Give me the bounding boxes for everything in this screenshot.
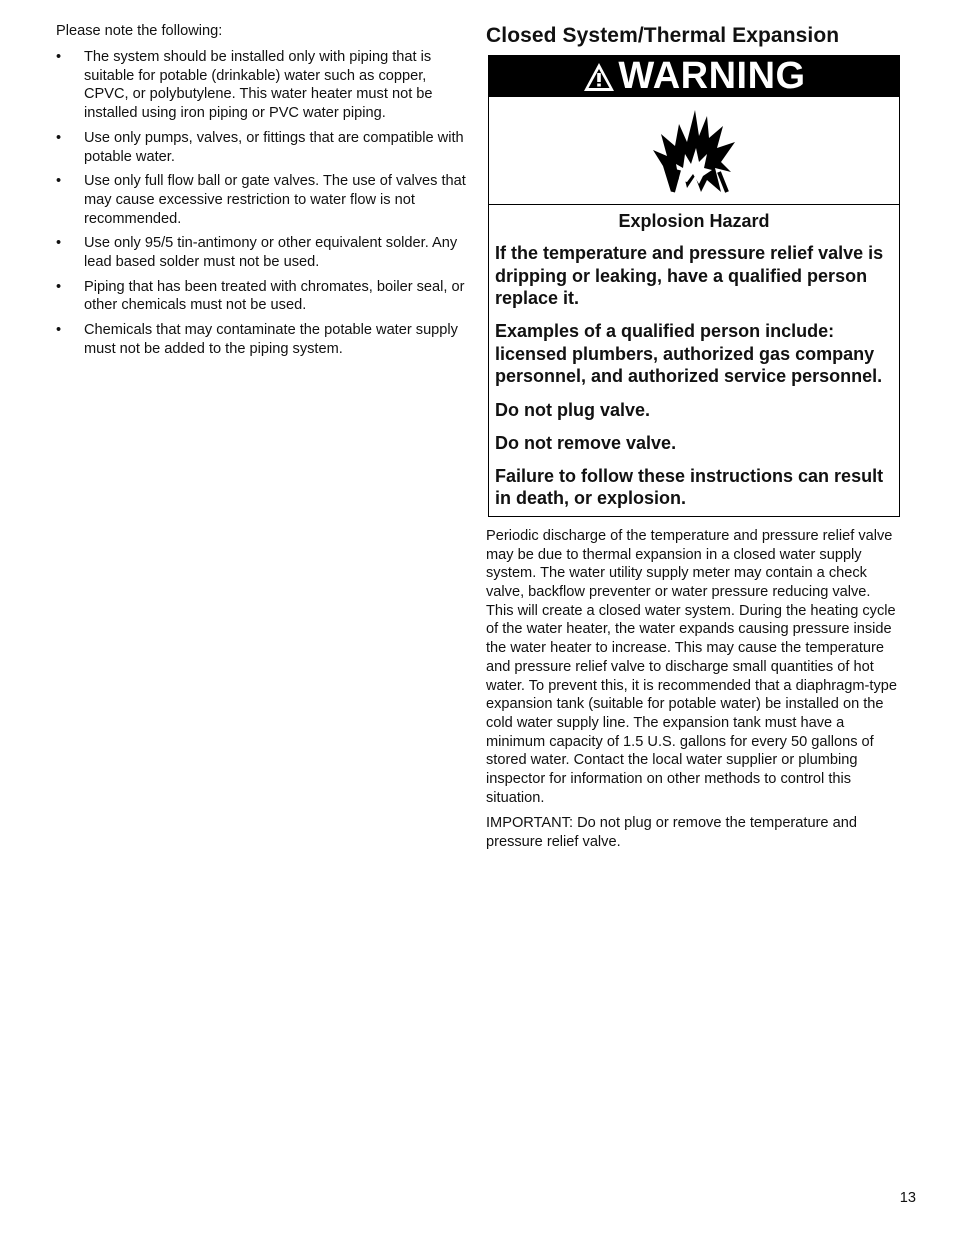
warning-pictogram bbox=[489, 97, 899, 205]
page-number: 13 bbox=[899, 1190, 916, 1206]
list-item-text: Use only full flow ball or gate valves. The use of valves that may cause excessive restriction to water flow is not recommended. bbox=[84, 173, 466, 227]
bullet-marker: • bbox=[56, 235, 62, 252]
list-item bbox=[56, 172, 466, 228]
section-title: Closed System/Thermal Expansion bbox=[486, 24, 840, 47]
bullet-marker: • bbox=[56, 322, 62, 339]
right-column bbox=[486, 22, 901, 852]
bullet-marker: • bbox=[56, 49, 62, 65]
warning-triangle-icon bbox=[582, 61, 616, 93]
list-item bbox=[56, 234, 466, 271]
warning-header bbox=[489, 56, 899, 97]
warning-box bbox=[488, 55, 900, 517]
list-item bbox=[56, 278, 466, 315]
list-item bbox=[56, 321, 466, 358]
list-item-text: Chemicals that may contaminate the potable water supply must not be added to the piping system. bbox=[84, 322, 458, 357]
warning-message: Examples of a qualified person include: licensed plumbers, authorized gas company personnel, and authorized service personnel. bbox=[495, 321, 883, 387]
body-paragraph: Periodic discharge of the temperature and pressure relief valve may be due to thermal expansion in a closed water supply system. The water utility supply meter may contain a check valve, backflow preventer or water pressure reducing valve. This will create a closed water system. During the heating cycle of the water heater, the water expands causing pressure inside the water heater to increase. This may cause the temperature and pressure relief valve to discharge small quantities of hot water. To prevent this, it is recommended that a diaphragm-type expansion tank (suitable for potable water) be installed on the cold water supply line. The expansion tank must have a minimum capacity of 1.5 U.S. gallons for every 50 gallons of stored water. Contact the local water supplier or plumbing inspector for information on other methods to control this situation. bbox=[486, 527, 897, 806]
warning-message: Do not plug valve. bbox=[495, 399, 651, 420]
warning-message: Failure to follow these instructions can result in death, or explosion. bbox=[495, 465, 884, 509]
list-item-text: The system should be installed only with piping that is suitable for potable (drinkable) water such as copper, CPVC, or polybutylene. This water heater must not be installed using iron piping or PVC water piping. bbox=[84, 49, 433, 122]
list-item-text: Use only pumps, valves, or fittings that are compatible with potable water. bbox=[84, 129, 464, 165]
warning-header-text: WARNING bbox=[618, 55, 806, 97]
bullet-marker: • bbox=[56, 278, 62, 295]
warning-text bbox=[489, 205, 899, 516]
requirements-list bbox=[56, 48, 466, 359]
left-column bbox=[56, 22, 466, 365]
intro-text: Please note the following: bbox=[56, 23, 223, 39]
list-item bbox=[56, 48, 466, 123]
explosion-icon bbox=[649, 106, 739, 196]
bullet-marker: • bbox=[56, 173, 62, 190]
important-note: IMPORTANT: Do not plug or remove the temperature and pressure relief valve. bbox=[486, 815, 857, 851]
bullet-marker: • bbox=[56, 129, 62, 146]
hazard-title: Explosion Hazard bbox=[618, 211, 770, 231]
list-item-text: Piping that has been treated with chromates, boiler seal, or other chemicals must not be used. bbox=[84, 278, 465, 314]
warning-message: If the temperature and pressure relief valve is dripping or leaking, have a qualified person replace it. bbox=[495, 243, 884, 309]
list-item bbox=[56, 129, 466, 166]
warning-message: Do not remove valve. bbox=[495, 432, 677, 453]
list-item-text: Use only 95/5 tin-antimony or other equivalent solder. Any lead based solder must not be used. bbox=[84, 235, 458, 271]
